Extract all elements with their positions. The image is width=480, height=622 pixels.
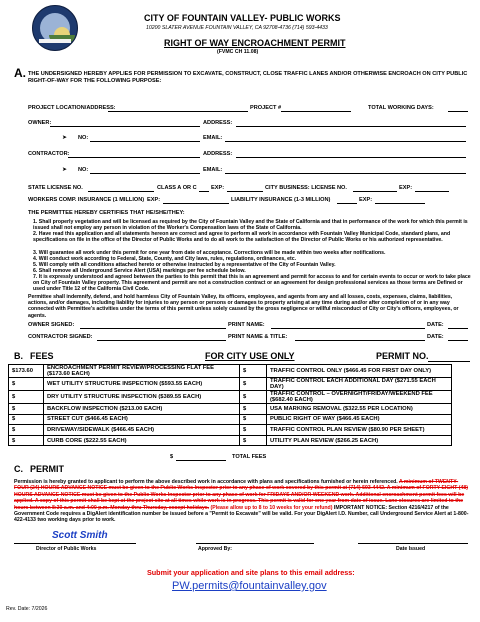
submission-email-link[interactable]: PW.permits@fountainvalley.gov bbox=[172, 580, 327, 592]
refund-notice-text: (Please allow up to 8 to 10 weeks for your refund) bbox=[210, 504, 333, 511]
workers-comp-label: WORKERS COMP. INSURANCE (1 MILLION) bbox=[28, 197, 145, 203]
arrow-icon: ➤ bbox=[62, 166, 68, 173]
fee-amount-cell[interactable]: $ bbox=[9, 414, 44, 425]
owner-label: OWNER: bbox=[28, 120, 52, 126]
fee-description: DRY UTILITY STRUCTURE INSPECTION ($389.55 EACH) bbox=[44, 391, 240, 404]
section-b-letter: B. bbox=[14, 351, 23, 361]
section-a-letter: A. bbox=[14, 66, 26, 80]
fee-description: PUBLIC RIGHT OF WAY ($466.45 EACH) bbox=[267, 414, 452, 425]
section-c-letter: C. bbox=[14, 464, 23, 474]
class-label: CLASS A OR C bbox=[157, 185, 197, 191]
digalert-notice-text: IMPORTANT NOTICE: Section 4216/4217 of the Government Code requires a DigAlert identification number be issued before a "Permit to Excavate" will be valid. For your DigAlert I.D. Number, call Underground Service Alert at 1-800-422-4133 two working days prior to work. bbox=[14, 504, 469, 524]
fee-description: TRAFFIC CONTROL ONLY ($466.45 FOR FIRST DAY ONLY) bbox=[267, 365, 452, 378]
certify-heading: THE PERMITTEE HEREBY CERTIFIES THAT HE/SHE/THEY: bbox=[28, 210, 185, 216]
approved-by-label: Approved By: bbox=[198, 546, 233, 552]
owner-signed-label: OWNER SIGNED: bbox=[28, 322, 75, 328]
contractor-email-label: EMAIL: bbox=[203, 167, 223, 173]
project-number-label: PROJECT # bbox=[250, 105, 282, 111]
owner-no-label: NO: bbox=[78, 135, 89, 141]
permit-number-label: PERMIT NO. bbox=[376, 351, 429, 361]
owner-email-label: EMAIL: bbox=[203, 135, 223, 141]
certify-item: 5. Will comply with all conditions attached hereto or otherwise instructed by a representative of the City of Fountain Valley. bbox=[33, 262, 336, 268]
director-label: Director of Public Works bbox=[36, 546, 97, 552]
fee-amount-cell[interactable]: $ bbox=[9, 404, 44, 415]
fee-description: CURB CORE ($222.55 EACH) bbox=[44, 435, 240, 446]
license-exp-label: EXP: bbox=[211, 185, 225, 191]
liability-label: LIABILITY INSURANCE (1-3 MILLION) bbox=[231, 197, 331, 203]
fee-description: TRAFFIC CONTROL PLAN REVIEW ($80.90 PER SHEET) bbox=[267, 425, 452, 436]
fee-amount-cell[interactable]: $ bbox=[240, 435, 267, 446]
permit-section-title: PERMIT bbox=[30, 464, 65, 474]
submit-instructions: Submit your application and site plans to this email address: bbox=[147, 568, 355, 577]
fee-row bbox=[9, 425, 452, 436]
owner-date-label: DATE: bbox=[427, 322, 444, 328]
permit-conditions bbox=[14, 479, 470, 524]
advance-notice-text: A minimum of TWENTY-FOUR (24) HOURS ADVANCE NOTICE must be given to the Public Works Inspector prior to any phase of work covered by this permit at (714) 593-4442. A minimum of FORTY EIGHT (48) HOURS ADVANCE NOTICE must be given to the Public Works Inspector prior to any phase of work for FRIDAYS AND/OR WEEKEND work. Additional encroachment permit fees will be applied. A copy of this permit shall be kept at the project site at all times while work is in progress. This permit is valid for one year from date of issue. Lane closures are limited to the hours between 8:30 a.m. and 4:00 p.m. Monday thru Thursday, except holidays. bbox=[14, 479, 468, 511]
permit-grant-text: Permission is hereby granted to applicant to perform the above described work in accordance with plans and specifications furnished or herein referenced. bbox=[14, 479, 398, 485]
contractor-signed-label: CONTRACTOR SIGNED: bbox=[28, 334, 93, 340]
certify-item: 1. Shall properly vegetation and will be licensed as required by the City of Fountain Valley and the State of California and that in performance of the work for which this permit is issued shall not employ any person in violation of the Worker's Compensation laws of the State of California. bbox=[33, 219, 468, 232]
fee-amount-cell[interactable]: $ bbox=[240, 404, 267, 415]
owner-print-name-label: PRINT NAME: bbox=[228, 322, 265, 328]
total-working-days-label: TOTAL WORKING DAYS: bbox=[368, 105, 434, 111]
contractor-address-label: ADDRESS: bbox=[203, 151, 233, 157]
business-exp-label: EXP: bbox=[399, 185, 413, 191]
total-fees-dollar: $ bbox=[170, 454, 174, 460]
ordinance-code: (FVMC CH 11.08) bbox=[217, 49, 259, 55]
contractor-label: CONTRACTOR: bbox=[28, 151, 70, 157]
fee-amount-cell[interactable]: $ bbox=[240, 378, 267, 391]
fee-row bbox=[9, 435, 452, 446]
owner-address-label: ADDRESS: bbox=[203, 120, 233, 126]
arrow-icon: ➤ bbox=[62, 134, 68, 141]
fee-amount-cell[interactable]: $ bbox=[9, 435, 44, 446]
director-signature: Scott Smith bbox=[52, 530, 108, 541]
liability-exp-label: EXP: bbox=[359, 197, 373, 203]
fee-description: BACKFLOW INSPECTION ($213.00 EACH) bbox=[44, 404, 240, 415]
contractor-print-name-label: PRINT NAME & TITLE: bbox=[228, 334, 288, 340]
permit-title: RIGHT OF WAY ENCROACHMENT PERMIT bbox=[164, 38, 346, 48]
certify-item: 3. Will guarantee all work under this permit for one year from date of acceptance. Corrections will be made within two weeks after notifications. bbox=[33, 250, 386, 256]
fee-row bbox=[9, 365, 452, 378]
fee-description: WET UTILITY STRUCTURE INSPECTION ($593.55 EACH) bbox=[44, 378, 240, 391]
fee-amount-cell[interactable]: $ bbox=[9, 391, 44, 404]
contractor-no-label: NO: bbox=[78, 167, 89, 173]
city-address: 10200 SLATER AVENUE FOUNTAIN VALLEY, CA 92708-4736 (714) 593-4433 bbox=[146, 25, 328, 31]
fee-description: TRAFFIC CONTROL – OVERNIGHT/FRIDAY/WEEKEND FEE ($682.40 EACH) bbox=[267, 391, 452, 404]
fee-description: USA MARKING REMOVAL ($322.55 PER LOCATION) bbox=[267, 404, 452, 415]
certify-item: 2. Have read this application and all statements hereon are correct and agree to perform all work in accordance with Fountain Valley Municipal Code, standard plans, and specifications on file in the office of the Director of Public Works and to do all work to the satisfaction of the Director of Public Works or his authorized representative. bbox=[33, 231, 451, 244]
city-title: CITY OF FOUNTAIN VALLEY- PUBLIC WORKS bbox=[144, 13, 341, 23]
fees-title: FEES bbox=[30, 351, 54, 361]
fee-description: TRAFFIC CONTROL EACH ADDITIONAL DAY ($271.55 EACH DAY) bbox=[267, 378, 452, 391]
fee-row bbox=[9, 414, 452, 425]
fee-schedule-table bbox=[8, 364, 452, 446]
date-issued-label: Date Issued bbox=[396, 546, 426, 552]
section-a-intro: THE UNDERSIGNED HEREBY APPLIES FOR PERMISSION TO EXCAVATE, CONSTRUCT, CLOSE TRAFFIC LANES AND/OR OTHERWISE ENCROACH ON CITY PUBLIC RIGHT-OF-WAY FOR THE FOLLOWING PURPOSE: bbox=[28, 71, 468, 84]
project-location-label: PROJECT LOCATION/ADDRESS: bbox=[28, 105, 116, 111]
fee-row bbox=[9, 378, 452, 391]
city-use-only-label: FOR CITY USE ONLY bbox=[205, 351, 295, 361]
fee-amount-cell[interactable]: $ bbox=[240, 425, 267, 436]
fee-row bbox=[9, 404, 452, 415]
fee-row bbox=[9, 391, 452, 404]
city-seal-logo bbox=[32, 5, 78, 51]
fee-amount-cell[interactable]: $ bbox=[9, 425, 44, 436]
revision-date: Rev. Date: 7/2026 bbox=[6, 606, 48, 612]
fee-amount-cell[interactable]: $ bbox=[240, 414, 267, 425]
total-fees-label: TOTAL FEES bbox=[232, 454, 267, 460]
fee-amount-cell[interactable]: $ bbox=[240, 365, 267, 378]
fee-amount-cell[interactable]: $173.60 bbox=[9, 365, 44, 378]
certify-item: 4. Will conduct work according to Federal, State, County, and City laws, rules, regulations, ordinances, etc. bbox=[33, 256, 297, 262]
city-business-license-label: CITY BUSINESS: LICENSE NO. bbox=[265, 185, 347, 191]
state-license-label: STATE LICENSE NO. bbox=[28, 185, 83, 191]
fee-description: DRIVEWAY/SIDEWALK ($466.45 EACH) bbox=[44, 425, 240, 436]
fee-description: UTILITY PLAN REVIEW ($266.25 EACH) bbox=[267, 435, 452, 446]
indemnify-text: Permittee shall indemnify, defend, and hold harmless City of Fountain Valley, its officers, employees, and agents from any and all losses, costs, expenses, claims, liabilities, actions, and/or damages, including liability for injuries to any person or persons or damages to property arising at any time during and/or after completion of or in any way connected with Permittee's activities under the terms of this permit unless solely caused by the gross negligence or willful misconduct of City or City's officers, employees, or agents. bbox=[28, 294, 459, 319]
fee-amount-cell[interactable]: $ bbox=[9, 378, 44, 391]
certify-item: 6. Shall remove all Underground Service Alert (USA) markings per fee schedule below. bbox=[33, 268, 246, 274]
fee-description: ENCROACHMENT PERMIT REVIEW/PROCESSING FLAT FEE ($173.60 EACH) bbox=[44, 365, 240, 378]
contractor-date-label: DATE: bbox=[427, 334, 444, 340]
fee-description: STREET CUT ($466.45 EACH) bbox=[44, 414, 240, 425]
certify-item: 7. It is expressly understood and agreed between the parties to this permit that this is an agreement and permit for access to and for certain events to occur or work to take place on City of Fountain Valley property. This agreement and permit are not a construction contract or an agreement for design professional services as those terms are Defined or used under Title 12 of the California Civil Code. bbox=[33, 274, 471, 293]
fee-amount-cell[interactable]: $ bbox=[240, 391, 267, 404]
workers-comp-exp-label: EXP: bbox=[147, 197, 161, 203]
